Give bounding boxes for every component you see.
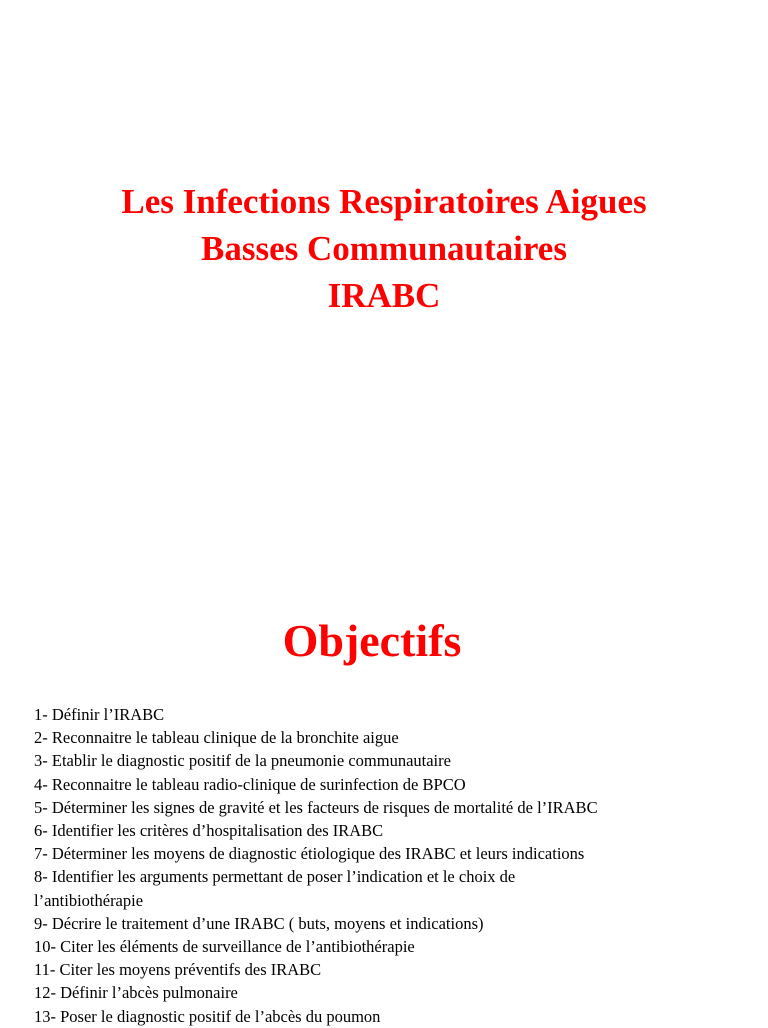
objective-item-11: 11- Citer les moyens préventifs des IRABC (34, 960, 322, 980)
objective-item-3: 3- Etablir le diagnostic positif de la pneumonie communautaire (34, 751, 451, 771)
title-line-2: Basses Communautaires (201, 229, 567, 268)
title-line-1: Les Infections Respiratoires Aigues (121, 182, 647, 221)
objective-item-13: 13- Poser le diagnostic positif de l’abcès du poumon (34, 1006, 381, 1026)
title-line-3: IRABC (327, 276, 441, 315)
objective-item-6: 6- Identifier les critères d’hospitalisation des IRABC (34, 821, 384, 841)
objective-item-10: 10- Citer les éléments de surveillance de l’antibiothérapie (34, 937, 415, 957)
objective-item-8: 8- Identifier les arguments permettant de poser l’indication et le choix de l’antibiothérapie (34, 867, 516, 910)
document-title (0, 178, 768, 319)
objectives-list (34, 703, 754, 1028)
objectives-heading: Objectifs (282, 615, 462, 666)
objective-item-12: 12- Définir l’abcès pulmonaire (34, 983, 238, 1003)
objective-item-1: 1- Définir l’IRABC (34, 705, 165, 724)
objective-item-7: 7- Déterminer les moyens de diagnostic étiologique des IRABC et leurs indications (34, 844, 585, 864)
objective-item-4: 4- Reconnaitre le tableau radio-clinique de surinfection de BPCO (34, 774, 466, 794)
objective-item-9: 9- Décrire le traitement d’une IRABC ( buts, moyens et indications) (34, 913, 484, 933)
objective-item-2: 2- Reconnaitre le tableau clinique de la bronchite aigue (34, 728, 399, 748)
objective-item-5: 5- Déterminer les signes de gravité et les facteurs de risques de mortalité de l’IRABC (34, 797, 598, 817)
